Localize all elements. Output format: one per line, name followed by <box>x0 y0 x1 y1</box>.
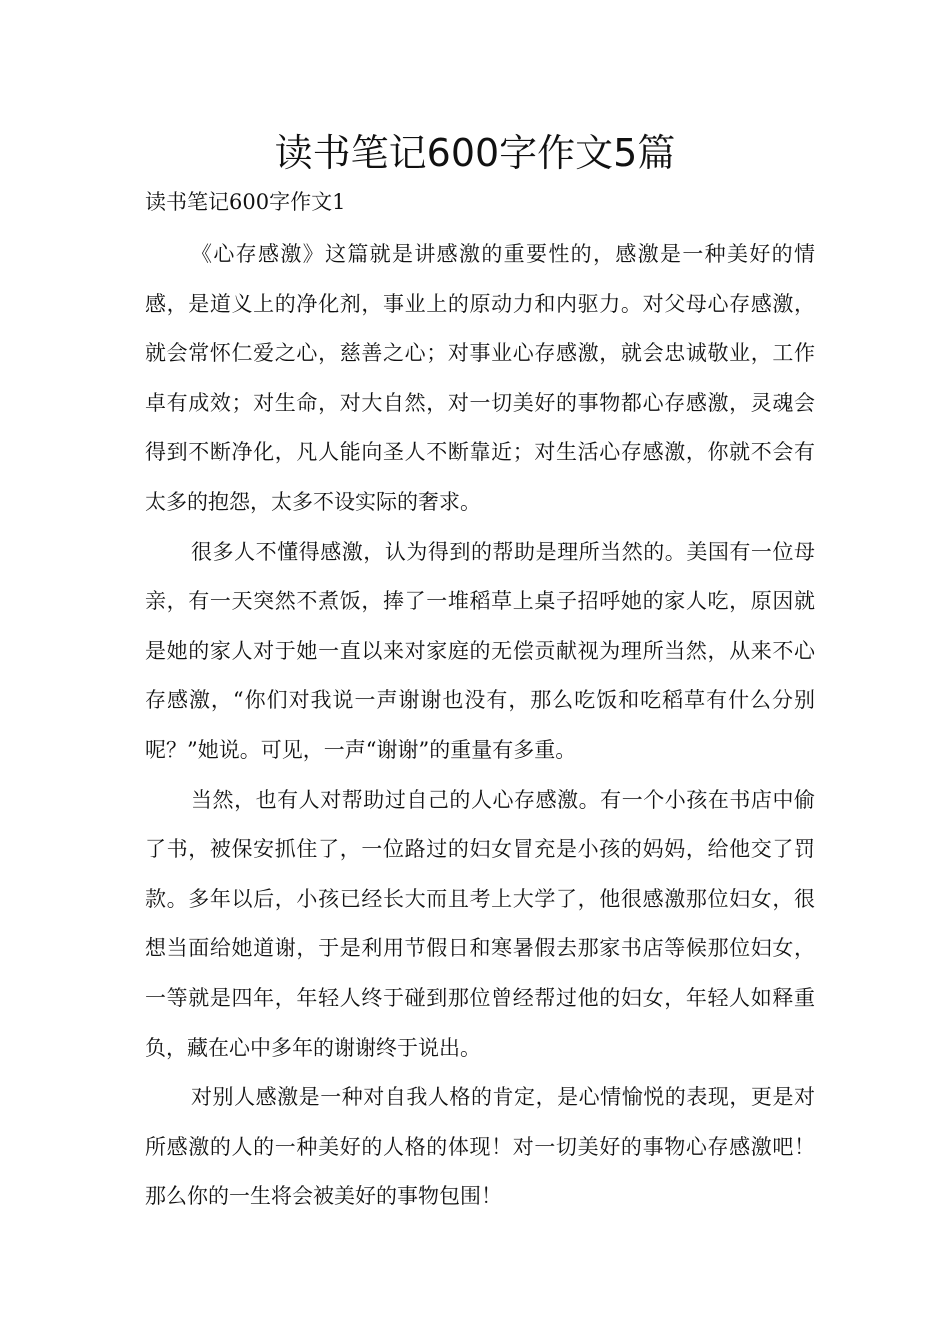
section-heading: 读书笔记600字作文1 <box>145 190 346 214</box>
document-body <box>145 230 815 1222</box>
paragraph-4: 对别人感激是一种对自我人格的肯定，是心情愉悦的表现，更是对所感激的人的一种美好的人格的体现！对一切美好的事物心存感激吧！那么你的一生将会被美好的事物包围！ <box>145 1085 815 1209</box>
paragraph-1: 《心存感激》这篇就是讲感激的重要性的，感激是一种美好的情感，是道义上的净化剂，事业上的原动力和内驱力。对父母心存感激，就会常怀仁爱之心，慈善之心；对事业心存感激，就会忠诚敬业，工作卓有成效；对生命，对大自然，对一切美好的事物都心存感激，灵魂会得到不断净化，凡人能向圣人不断靠近；对生活心存感激，你就不会有太多的抱怨，太多不设实际的奢求。 <box>145 242 815 514</box>
paragraph-3: 当然，也有人对帮助过自己的人心存感激。有一个小孩在书店中偷了书，被保安抓住了，一位路过的妇女冒充是小孩的妈妈，给他交了罚款。多年以后，小孩已经长大而且考上大学了，他很感激那位妇女，很想当面给她道谢，于是利用节假日和寒暑假去那家书店等候那位妇女，一等就是四年，年轻人终于碰到那位曾经帮过他的妇女，年轻人如释重负，藏在心中多年的谢谢终于说出。 <box>145 787 815 1060</box>
paragraph-2: 很多人不懂得感激，认为得到的帮助是理所当然的。美国有一位母亲，有一天突然不煮饭，捧了一堆稻草上桌子招呼她的家人吃，原因就是她的家人对于她一直以来对家庭的无偿贡献视为理所当然，从来不心存感激，“你们对我说一声谢谢也没有，那么吃饭和吃稻草有什么分别呢？”她说。可见，一声“谢谢”的重量有多重。 <box>145 539 815 762</box>
document-title: 读书笔记600字作文5篇 <box>274 131 676 175</box>
